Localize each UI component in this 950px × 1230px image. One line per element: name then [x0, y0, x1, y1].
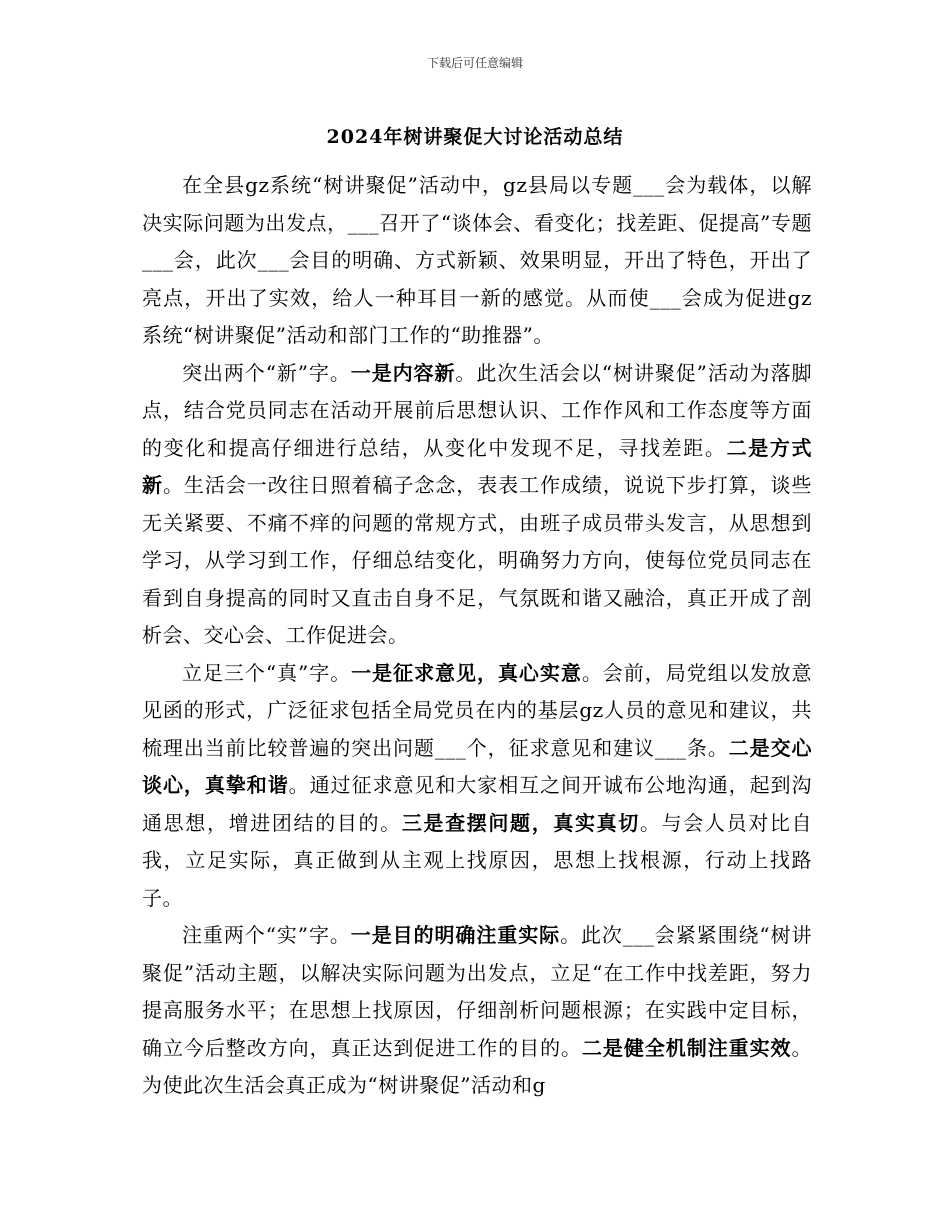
paragraph-text: 在全县gz系统“树讲聚促”活动中，gz县局以专题___会为载体，以解决实际问题为出发点，___召开了“谈体会、看变化；找差距、促提高”专题___会，此次___会目的明确、方式新颖、效果明显，开出了特色，开出了亮点，开出了实效，给人一种耳目一新的感觉。从而使___会成为促进gz系统“树讲聚促”活动和部门工作的“助推器”。	[142, 173, 812, 347]
paragraph-text: 。与会人员对比自我，立足实际，真正做到从主观上找原因，思想上找根源，行动上找路子。	[142, 810, 813, 910]
paragraph-text: 。此次生活会以“树讲聚促”活动为落脚点，结合党员同志在活动开展前后思想认识、工作作风和工作态度等方面的变化和提高仔细进行总结，从变化中发现不足，寻找差距。	[142, 360, 813, 460]
document-body	[142, 167, 812, 1105]
paragraph-text: 。通过征求意见和大家相互之间开诚布公地沟通，起到沟通思想，增进团结的目的。	[142, 773, 813, 835]
paragraph-text: 。为使此次生活会真正成为“树讲聚促”活动和g	[142, 1035, 813, 1097]
paragraph-text: 。此次___会紧紧围绕“树讲聚促”活动主题，以解决实际问题为出发点，立足“在工作中找差距，努力提高服务水平；在思想上找原因，仔细剖析问题根源；在实践中定目标，确立今后整改方向，真正达到促进工作的目的。	[142, 923, 813, 1060]
bold-heading-text: 一是内容新	[350, 360, 456, 385]
bold-heading-text: 二是交心谈心，真挚和谐	[142, 735, 813, 797]
paragraph	[142, 167, 812, 355]
paragraph-text: 注重两个“实”字。	[182, 923, 351, 947]
paragraph	[142, 655, 812, 918]
paragraph	[142, 355, 812, 655]
paragraph-text: 突出两个“新”字。	[182, 360, 351, 385]
paragraph	[142, 917, 812, 1105]
bold-heading-text: 一是征求意见，真心实意	[351, 660, 582, 685]
bold-heading-text: 一是目的明确注重实际	[350, 923, 561, 947]
page-header: 下载后可任意编辑	[426, 56, 523, 70]
bold-heading-text: 二是方式新	[142, 435, 813, 497]
bold-heading-text: 二是健全机制注重实效	[581, 1035, 792, 1060]
paragraph-text: 立足三个“真”字。	[182, 660, 352, 685]
bold-heading-text: 三是查摆问题，真实真切	[401, 810, 640, 835]
document-title: 2024年树讲聚促大讨论活动总结	[326, 126, 624, 148]
paragraph-text: 。生活会一改往日照着稿子念念，表表工作成绩，说说下步打算，谈些无关紧要、不痛不痒的问题的常规方式，由班子成员带头发言，从思想到学习，从学习到工作，仔细总结变化，明确努力方向，使每位党员同志在看到自身提高的同时又直击自身不足，气氛既和谐又融洽，真正开成了剖析会、交心会、工作促进会。	[142, 473, 813, 647]
paragraph-text: 。会前，局党组以发放意见函的形式，广泛征求包括全局党员在内的基层gz人员的意见和建议，共梳理出当前比较普遍的突出问题___个，征求意见和建议___条。	[142, 660, 813, 760]
